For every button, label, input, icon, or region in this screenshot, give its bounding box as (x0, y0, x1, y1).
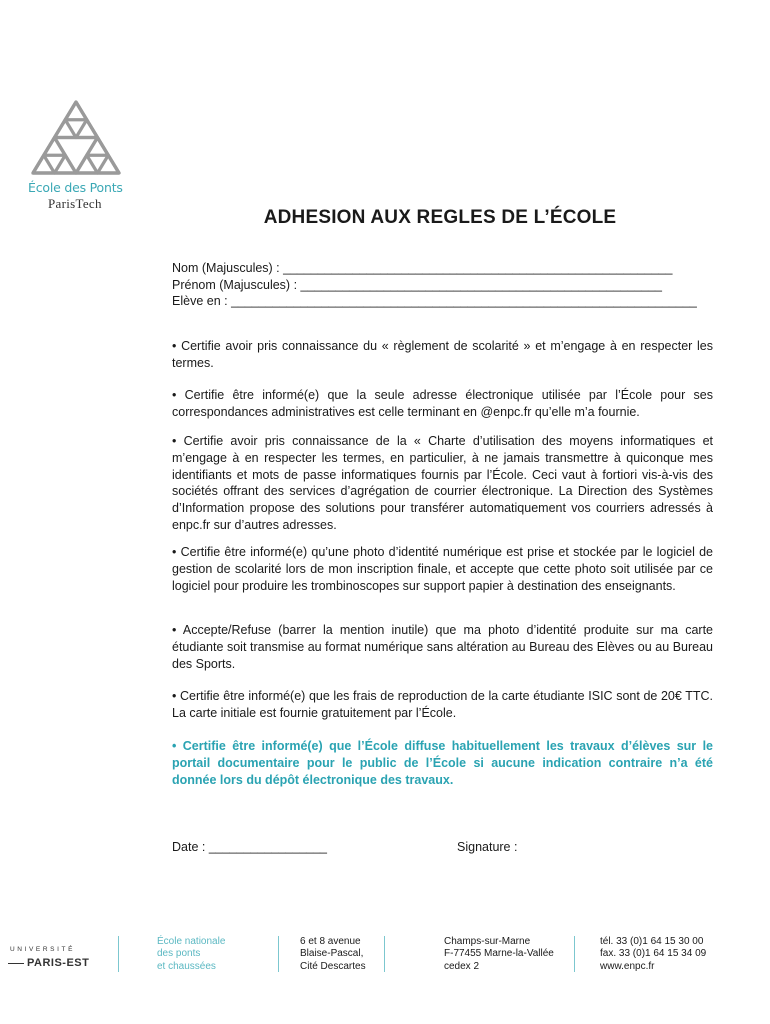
footer (0, 934, 770, 984)
field-eleve-en[interactable]: Elève en : ___________________________________________________________________ (172, 294, 697, 308)
paragraph-accepte-refuse: • Accepte/Refuse (barrer la mention inutile) que ma photo d’identité produite sur ma carte étudiante soit transmise au format numérique sans altération au Bureau des Elèves ou au Bureau des Sports. (172, 623, 713, 671)
website-link[interactable]: www.enpc.fr (600, 960, 655, 972)
logo-text-ecole-des-ponts: École des Ponts (28, 180, 123, 195)
upe-dash-icon (8, 963, 24, 965)
paragraph-adresse-electronique: • Certifie être informé(e) que la seule adresse électronique utilisée par l’École pour ses correspondances administratives est celle terminant en @enpc.fr qu’elle m’a fournie. (172, 388, 713, 419)
sierpinski-triangle-logo-icon (30, 98, 122, 176)
footer-divider (384, 936, 385, 972)
footer-divider (118, 936, 119, 972)
upe-top-text: UNIVERSITÉ (10, 946, 76, 953)
footer-school-name: École nationale des ponts et chaussées (157, 936, 226, 972)
universite-paris-est-logo (8, 944, 89, 970)
footer-contact: tél. 33 (0)1 64 15 30 00 fax. 33 (0)1 64 15 34 09 www.enpc.fr (600, 936, 707, 972)
page-title: ADHESION AUX REGLES DE L’ÉCOLE (263, 207, 617, 228)
field-nom[interactable]: Nom (Majuscules) : ________________________________________________________ (172, 261, 673, 275)
footer-city: Champs-sur-Marne F-77455 Marne-la-Vallée cedex 2 (444, 936, 554, 972)
upe-bottom-text: PARIS-EST (27, 957, 90, 970)
logo-text-paristech: ParisTech (48, 196, 102, 211)
paragraph-charte-informatique: • Certifie avoir pris connaissance de la « Charte d’utilisation des moyens informatiques et m’engage à en respecter les termes, en particulier, à ne jamais transmettre à quiconque mes identifiants et mots de passe informatiques fournis par l’École. Ceci vaut à fortiori vis-à-vis des sociétés offrant des services d’agrégation de courrier électronique. La Direction des Systèmes d’Information propose des solutions pour transférer automatiquement vos courriers adressés à enpc.fr sur d’autres adresses. (172, 434, 713, 532)
signature-field[interactable]: Signature : (457, 840, 518, 854)
footer-divider (278, 936, 279, 972)
paragraph-photo-identite: • Certifie être informé(e) qu’une photo d’identité numérique est prise et stockée par le logiciel de gestion de scolarité lors de mon inscription finale, et accepte que cette photo soit utilisée par ce logiciel pour produire les trombinoscopes sur support papier à destination des enseignants. (172, 545, 713, 593)
footer-divider (574, 936, 575, 972)
ecole-des-ponts-logo (28, 98, 132, 212)
field-prenom[interactable]: Prénom (Majuscules) : ____________________________________________________ (172, 277, 663, 292)
paragraph-reglement: • Certifie avoir pris connaissance du « règlement de scolarité » et m’engage à en respecter les termes. (172, 339, 713, 370)
identity-fields (172, 260, 697, 310)
footer-address: 6 et 8 avenue Blaise-Pascal, Cité Descartes (300, 936, 366, 972)
date-field[interactable]: Date : _________________ (172, 840, 328, 854)
paragraph-travaux-eleves: • Certifie être informé(e) que l’École diffuse habituellement les travaux d’élèves sur le portail documentaire pour le public de l’École si aucune indication contraire n’a été donnée lors du dépôt électronique des travaux. (172, 739, 713, 787)
paragraph-carte-isic: • Certifie être informé(e) que les frais de reproduction de la carte étudiante ISIC sont de 20€ TTC. La carte initiale est fournie gratuitement par l’École. (172, 689, 713, 720)
